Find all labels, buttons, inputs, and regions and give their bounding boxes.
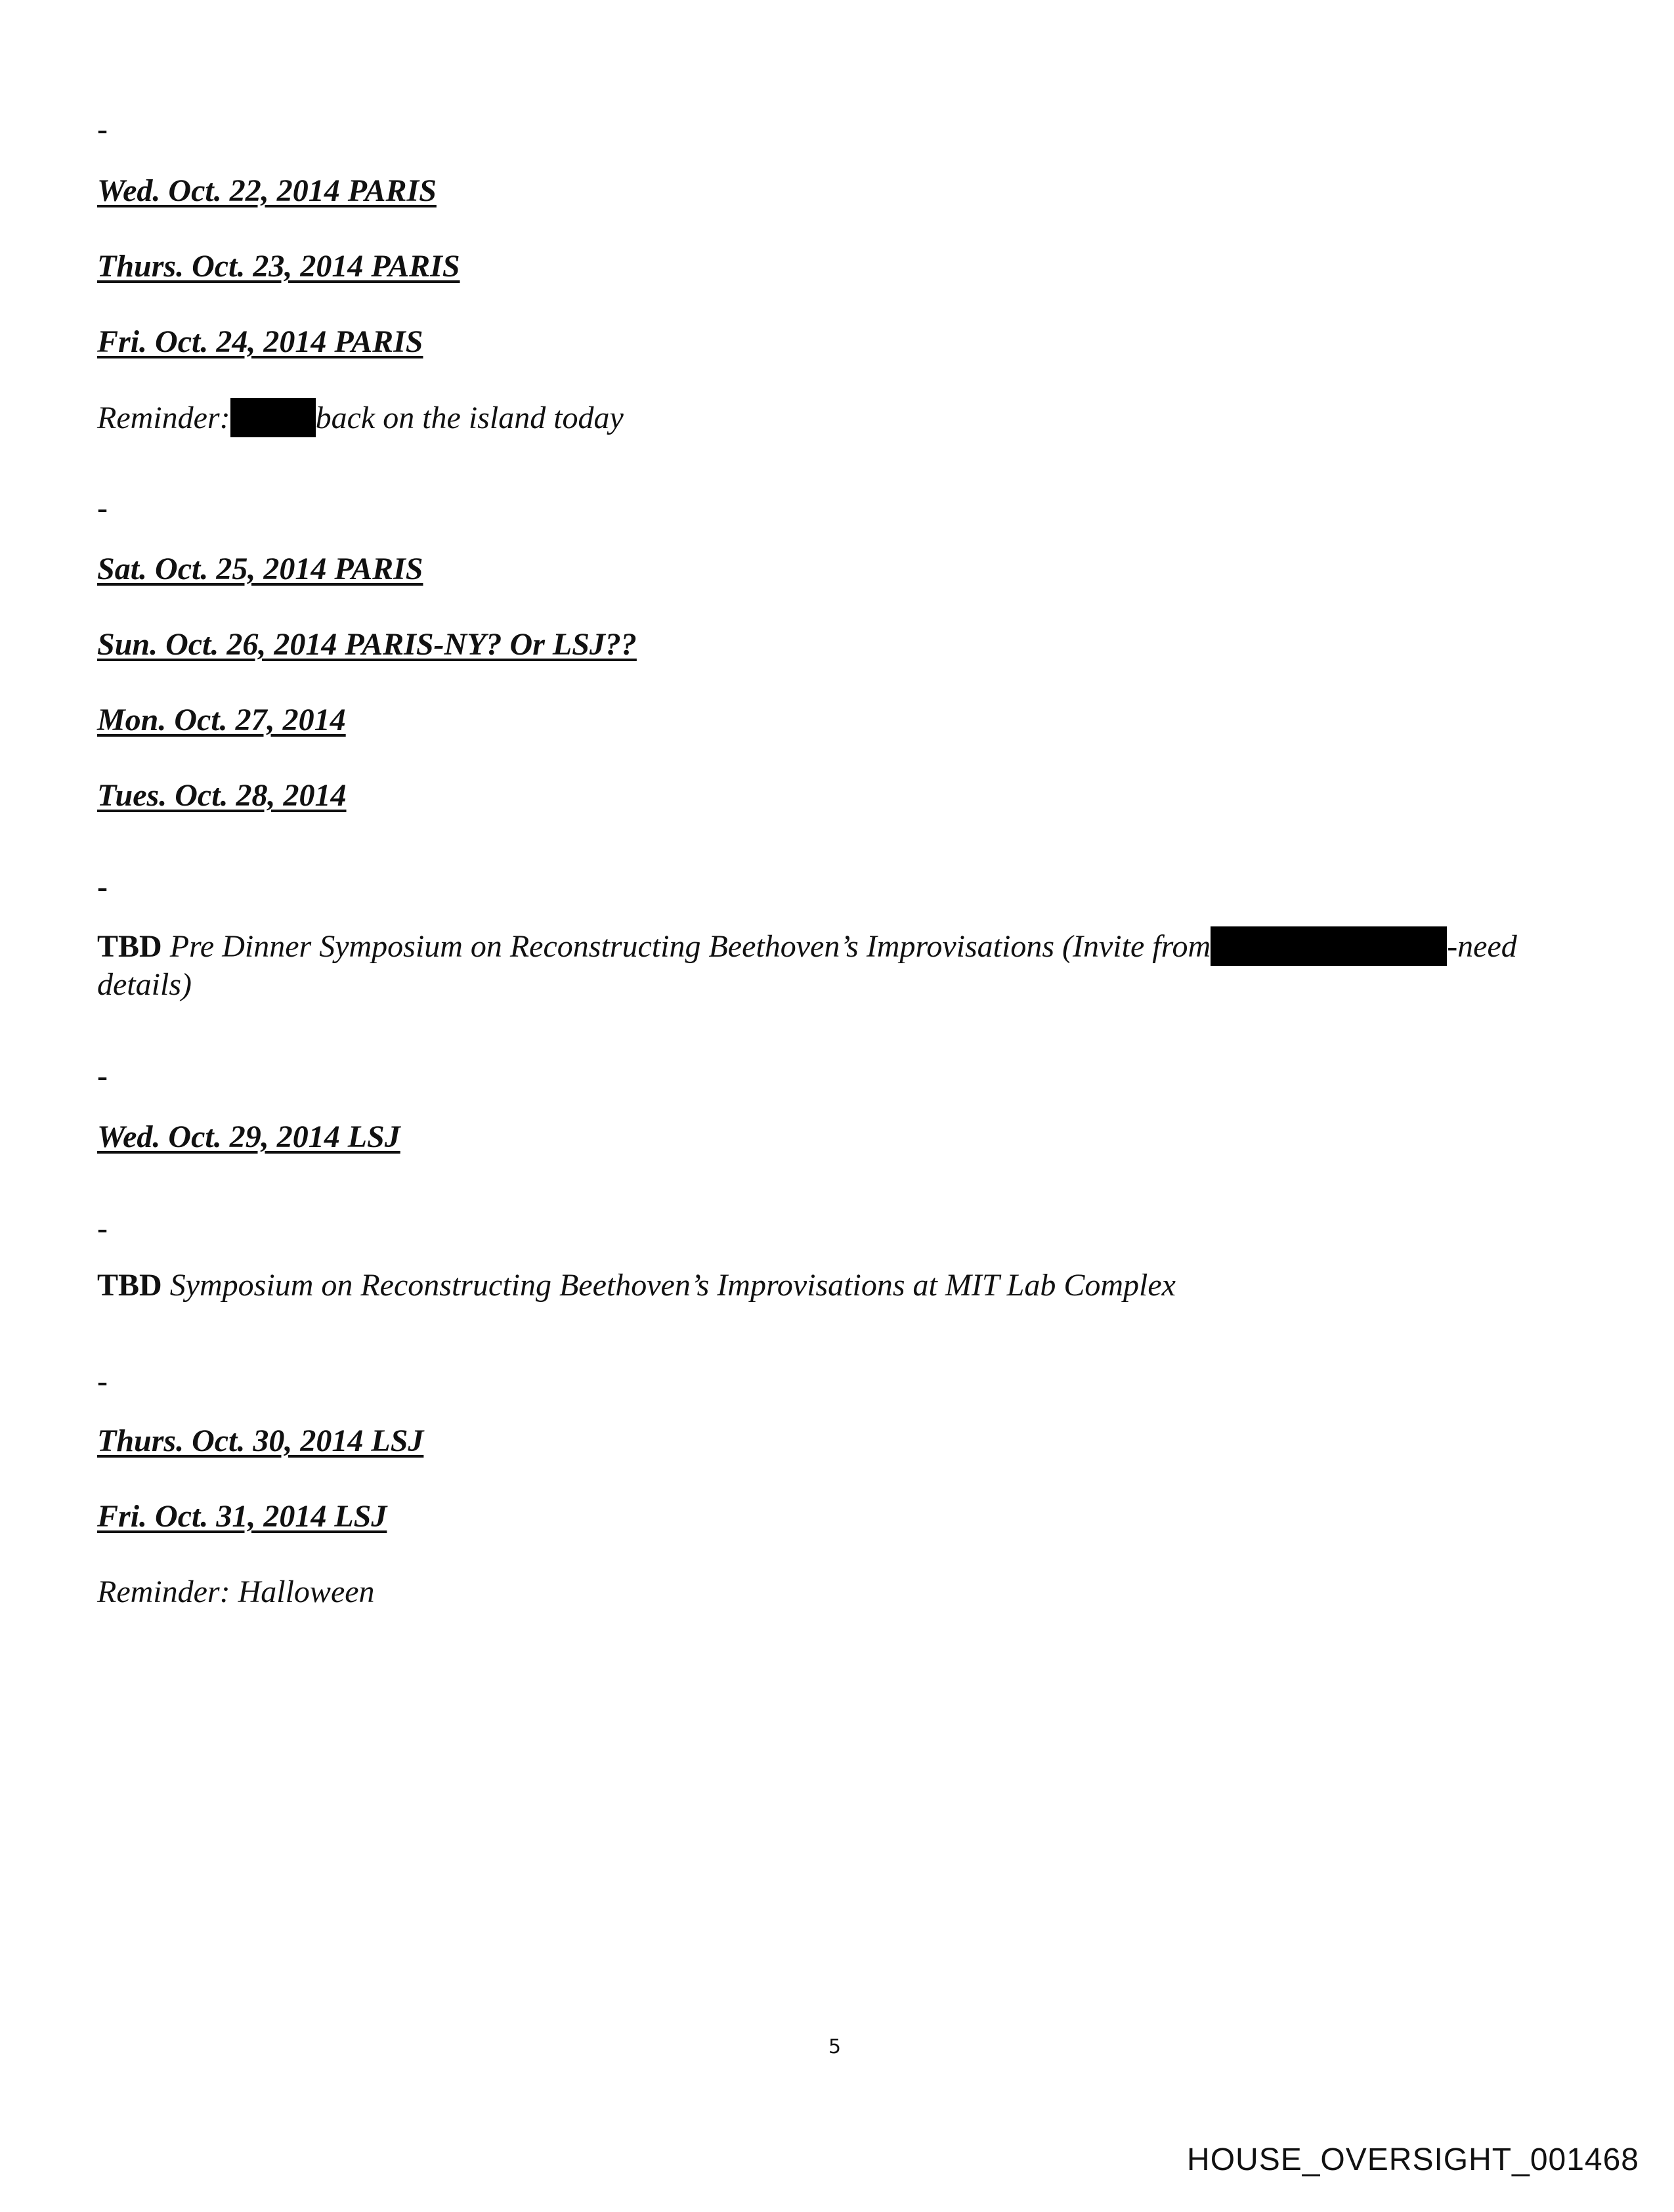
separator-dash: - (97, 1211, 108, 1246)
page-number: 5 (828, 2035, 842, 2058)
day-heading-fri-oct-31: Fri. Oct. 31, 2014 LSJ (97, 1499, 387, 1534)
event-description: Symposium on Reconstructing Beethoven’s Improvisations at MIT Lab Complex (161, 1268, 1176, 1303)
event-description: Pre Dinner Symposium on Reconstructing Beethoven’s Improvisations (Invite from (161, 929, 1211, 964)
event-suffix: -need details) (97, 929, 1517, 1002)
bates-number: HOUSE_OVERSIGHT_001468 (1187, 2142, 1639, 2177)
event-mit-symposium (97, 1267, 1176, 1305)
redaction-box (1211, 926, 1447, 966)
reminder-suffix: back on the island today (315, 401, 624, 435)
day-heading-fri-oct-24: Fri. Oct. 24, 2014 PARIS (97, 324, 423, 359)
separator-dash: - (97, 1058, 108, 1093)
separator-dash: - (97, 490, 108, 525)
day-heading-mon-oct-27: Mon. Oct. 27, 2014 (97, 703, 346, 737)
day-heading-sun-oct-26: Sun. Oct. 26, 2014 PARIS-NY? Or LSJ?? (97, 627, 637, 662)
day-heading-sat-oct-25: Sat. Oct. 25, 2014 PARIS (97, 552, 423, 586)
day-heading-wed-oct-22: Wed. Oct. 22, 2014 PARIS (97, 173, 437, 208)
separator-dash: - (97, 112, 108, 146)
reminder-halloween: Reminder: Halloween (97, 1574, 375, 1609)
event-tbd-tag: TBD (97, 929, 162, 964)
day-heading-thu-oct-23: Thurs. Oct. 23, 2014 PARIS (97, 249, 460, 284)
event-pre-dinner-symposium (97, 926, 1581, 1004)
separator-dash: - (97, 1364, 108, 1399)
separator-dash: - (97, 869, 108, 904)
redaction-box (230, 398, 316, 437)
reminder-island (97, 398, 624, 437)
day-heading-wed-oct-29: Wed. Oct. 29, 2014 LSJ (97, 1119, 400, 1154)
event-tbd-tag: TBD (97, 1268, 162, 1303)
day-heading-thu-oct-30: Thurs. Oct. 30, 2014 LSJ (97, 1423, 424, 1458)
day-heading-tue-oct-28: Tues. Oct. 28, 2014 (97, 778, 347, 813)
reminder-prefix: Reminder: (97, 401, 230, 435)
